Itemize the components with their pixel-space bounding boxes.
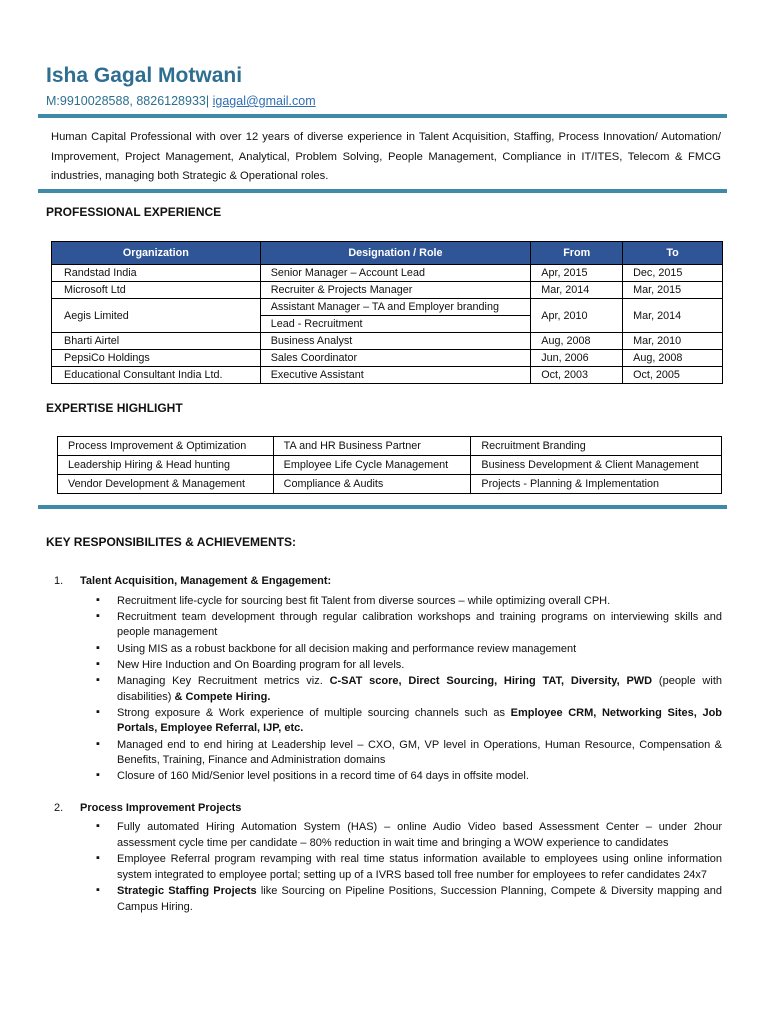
text: (people with disabilities) <box>117 674 722 703</box>
designation-cell <box>260 265 531 282</box>
table-row <box>58 475 722 494</box>
column-header: From <box>531 242 623 265</box>
organization-cell: Aegis Limited <box>52 299 261 333</box>
responsibilities-heading: KEY RESPONSIBILITES & ACHIEVEMENTS: <box>46 535 297 549</box>
to-date-cell: Dec, 2015 <box>623 265 723 282</box>
contact-line <box>46 94 316 108</box>
table-row <box>58 437 722 456</box>
expertise-cell: TA and HR Business Partner <box>273 437 471 456</box>
to-date-cell: Aug, 2008 <box>623 350 723 367</box>
list-item <box>117 658 722 674</box>
role-line: Lead - Recruitment <box>261 315 531 332</box>
designation-cell <box>260 299 531 333</box>
to-date-cell: Mar, 2010 <box>623 333 723 350</box>
section-title <box>54 801 722 817</box>
table-row <box>52 282 723 299</box>
from-date-cell: Mar, 2014 <box>531 282 623 299</box>
to-date-cell: Oct, 2005 <box>623 367 723 384</box>
bullet-list <box>54 820 722 915</box>
section-title <box>54 574 722 590</box>
organization-cell: Bharti Airtel <box>52 333 261 350</box>
responsibilities-list <box>54 574 722 916</box>
bold-text: Employee CRM, Networking Sites, Job Portals, Employee Referral, IJP, etc. <box>117 706 723 735</box>
designation-cell <box>260 350 531 367</box>
designation-cell <box>260 367 531 384</box>
table-row <box>52 299 723 333</box>
from-date-cell: Apr, 2010 <box>531 299 623 333</box>
expertise-cell: Process Improvement & Optimization <box>58 437 274 456</box>
list-item <box>117 610 722 641</box>
role-line: Senior Manager – Account Lead <box>270 267 425 279</box>
expertise-cell: Business Development & Client Management <box>471 456 722 475</box>
text: Strong exposure & Work experience of multiple sourcing channels such as <box>117 706 511 719</box>
expertise-cell: Compliance & Audits <box>273 475 471 494</box>
organization-cell: Educational Consultant India Ltd. <box>52 367 261 384</box>
text: Recruitment team development through regular calibration workshops and training programs on interviewing skills and people management <box>117 610 722 639</box>
from-date-cell: Apr, 2015 <box>531 265 623 282</box>
text: Managing Key Recruitment metrics viz. <box>117 674 330 687</box>
text: Closure of 160 Mid/Senior level positions in a record time of 64 days in offsite model. <box>117 770 529 783</box>
expertise-heading: EXPERTISE HIGHLIGHT <box>46 401 183 415</box>
text: like Sourcing on Pipeline Positions, Succession Planning, Compete & Diversity mapping and Campus Hiring. <box>117 885 722 913</box>
organization-cell: Randstad India <box>52 265 261 282</box>
to-date-cell: Mar, 2015 <box>623 282 723 299</box>
role-line: Sales Coordinator <box>270 352 358 364</box>
section-number: 2. <box>54 801 64 814</box>
column-header: Organization <box>52 242 261 265</box>
column-header: To <box>623 242 723 265</box>
expertise-cell: Vendor Development & Management <box>58 475 274 494</box>
bold-text: Strategic Staffing Projects <box>117 885 257 898</box>
expertise-cell: Employee Life Cycle Management <box>273 456 471 475</box>
bullet-list <box>54 594 722 785</box>
list-item <box>117 738 722 769</box>
to-date-cell: Mar, 2014 <box>623 299 723 333</box>
responsibility-section <box>54 801 722 915</box>
divider-expertise <box>38 505 727 509</box>
divider-top <box>38 114 727 118</box>
bold-text: C-SAT score, Direct Sourcing, Hiring TAT, Diversity, PWD <box>329 674 653 687</box>
role-line: Recruiter & Projects Manager <box>270 284 413 296</box>
from-date-cell: Aug, 2008 <box>531 333 623 350</box>
candidate-name: Isha Gagal Motwani <box>46 64 243 87</box>
text: Managed end to end hiring at Leadership level – CXO, GM, VP level in Operations, Human Resource, Compensation & Benefits, Training, Finance and Administration domains <box>117 738 722 767</box>
table-row <box>52 265 723 282</box>
role-line: Business Analyst <box>270 335 353 347</box>
text: Fully automated Hiring Automation System (HAS) – online Audio Video based Assessment Center – under 2hour assessment cycle time per candidate – 80% reduction in wait time and bringing a WOW experience to candidates <box>117 821 722 850</box>
expertise-cell: Leadership Hiring & Head hunting <box>58 456 274 475</box>
table-row <box>52 333 723 350</box>
text: Using MIS as a robust backbone for all decision making and performance review management <box>117 642 577 655</box>
table-row <box>52 367 723 384</box>
role-line: Assistant Manager – TA and Employer branding <box>270 301 499 313</box>
section-title-text: Process Improvement Projects <box>80 801 242 814</box>
bold-text: & Compete Hiring. <box>174 690 271 703</box>
list-item <box>117 769 722 785</box>
list-item <box>117 594 722 610</box>
expertise-cell: Recruitment Branding <box>471 437 722 456</box>
column-header: Designation / Role <box>260 242 531 265</box>
designation-cell <box>260 282 531 299</box>
email-link[interactable]: igagal@gmail.com <box>212 94 316 108</box>
expertise-cell: Projects - Planning & Implementation <box>471 475 722 494</box>
from-date-cell: Oct, 2003 <box>531 367 623 384</box>
table-row <box>52 350 723 367</box>
table-header-row <box>52 242 723 265</box>
list-item <box>117 642 722 658</box>
expertise-table <box>57 436 722 494</box>
list-item <box>117 852 722 883</box>
divider-summary <box>38 189 727 193</box>
section-title-text: Talent Acquisition, Management & Engagement: <box>80 575 332 587</box>
table-row <box>58 456 722 475</box>
responsibility-section <box>54 574 722 785</box>
professional-summary: Human Capital Professional with over 12 years of diverse experience in Talent Acquisition, Staffing, Process Innovation/ Automation/ Improvement, Project Management, Analytical, Problem Solving, People Management, Compliance in IT/ITES, Telecom & FMCG industries, managing both Strategic & Operational roles. <box>51 131 721 182</box>
text: Recruitment life-cycle for sourcing best fit Talent from diverse sources – while optimizing overall CPH. <box>117 594 611 607</box>
from-date-cell: Jun, 2006 <box>531 350 623 367</box>
list-item <box>117 706 722 737</box>
list-item <box>117 674 722 705</box>
list-item <box>117 884 722 915</box>
text: Employee Referral program revamping with real time status information available to employees using online information system integrated to employee portal; setting up of a IVRS based toll free number for employees to refer candidates 24x7 <box>117 853 722 881</box>
section-number: 1. <box>54 575 64 587</box>
phone-numbers: M:9910028588, 8826128933| <box>46 94 210 108</box>
experience-table <box>51 241 723 384</box>
role-line: Executive Assistant <box>270 369 364 381</box>
designation-cell <box>260 333 531 350</box>
organization-cell: PepsiCo Holdings <box>52 350 261 367</box>
experience-heading: PROFESSIONAL EXPERIENCE <box>46 205 222 219</box>
list-item <box>117 820 722 851</box>
text: New Hire Induction and On Boarding program for all levels. <box>117 658 405 671</box>
organization-cell: Microsoft Ltd <box>52 282 261 299</box>
